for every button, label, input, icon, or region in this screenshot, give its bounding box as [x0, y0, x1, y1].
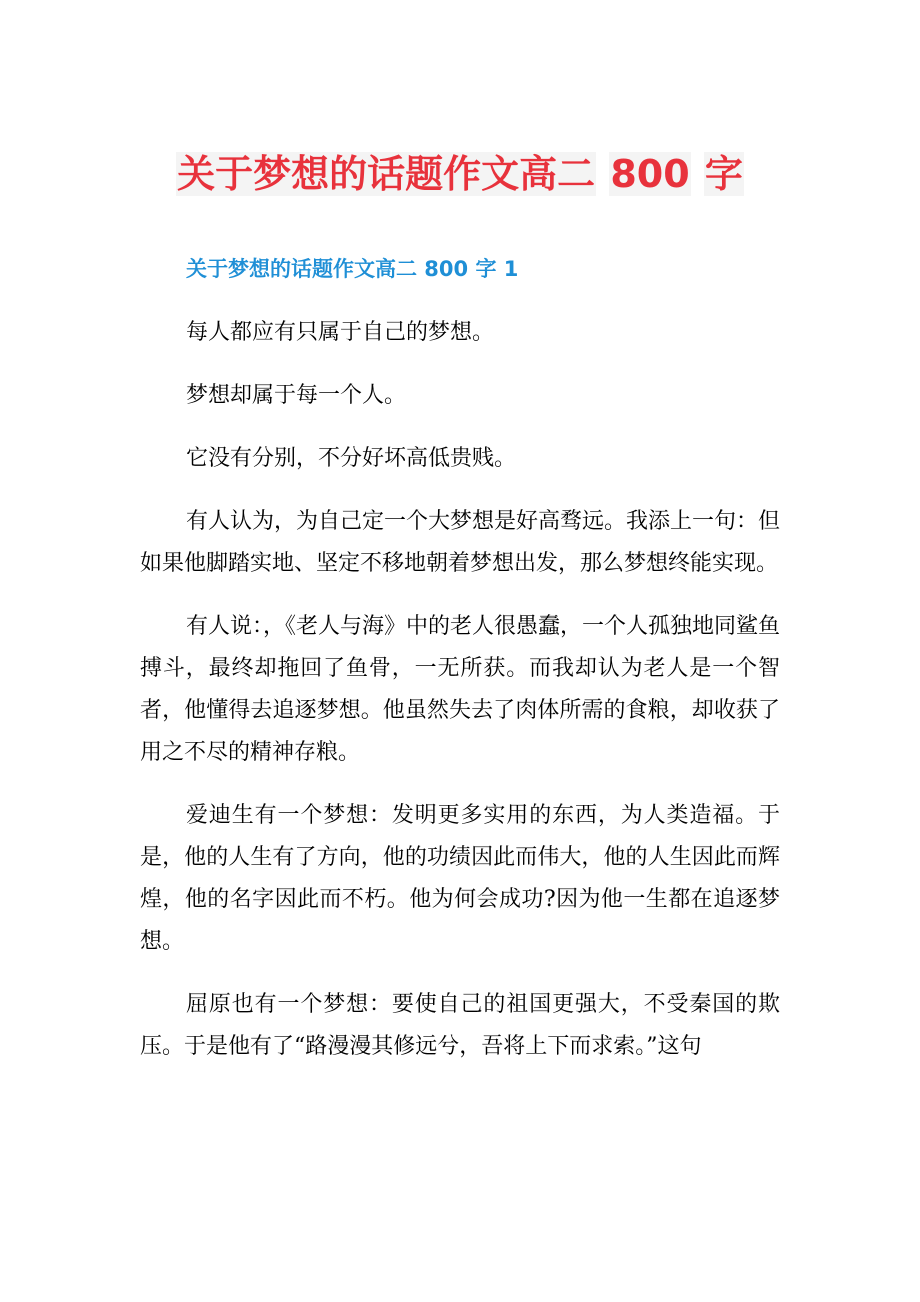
paragraph: 梦想却属于每一个人。: [186, 383, 407, 408]
body-text: [140, 312, 780, 1089]
paragraph: 有人说：，《老人与海》中的老人很愚蠢，一个人孤独地同鲨鱼搏斗，最终却拖回了鱼骨，一无所获。而我却认为老人是一个智者，他懂得去追逐梦想。他虽然失去了肉体所需的食粮，却收获了用之不尽的精神存粮。: [140, 614, 781, 765]
title-number: 800: [610, 152, 690, 197]
document-title: [0, 147, 920, 201]
title-text: 关于梦想的话题作文高二: [177, 152, 596, 197]
paragraph: 爱迪生有一个梦想：发明更多实用的东西，为人类造福。于是，他的人生有了方向，他的功绩因此而伟大，他的人生因此而辉煌，他的名字因此而不朽。他为何会成功?因为他一生都在追逐梦想。: [140, 803, 780, 954]
title-suffix: 字: [704, 152, 743, 197]
paragraph: 屈原也有一个梦想：要使自己的祖国更强大，不受秦国的欺压。于是他有了“路漫漫其修远兮，吾将上下而求索。”这句: [140, 992, 780, 1059]
section-heading: 关于梦想的话题作文高二 800 字 1: [186, 257, 519, 281]
paragraph: 它没有分别，不分好坏高低贵贱。: [186, 446, 517, 471]
paragraph: 每人都应有只属于自己的梦想。: [186, 320, 495, 345]
paragraph: 有人认为，为自己定一个大梦想是好高骛远。我添上一句：但如果他脚踏实地、坚定不移地朝着梦想出发，那么梦想终能实现。: [140, 509, 781, 576]
